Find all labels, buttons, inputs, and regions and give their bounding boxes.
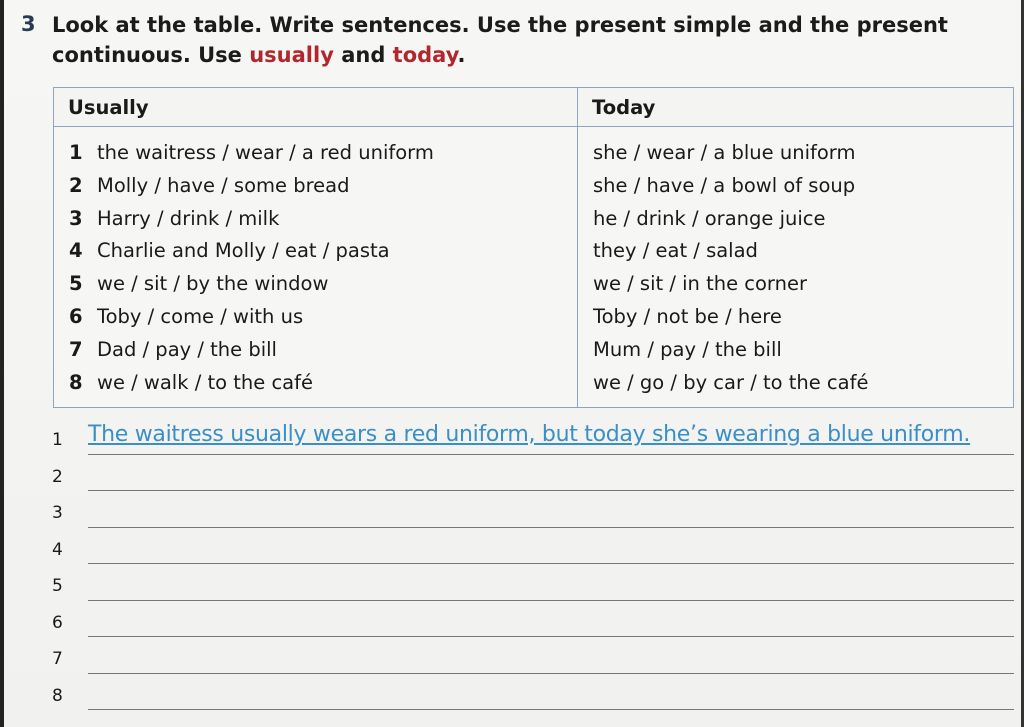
answer-line[interactable]	[52, 674, 1014, 711]
answer-number: 5	[52, 576, 63, 596]
usually-cue: we / walk / to the café	[97, 370, 313, 394]
row-number: 4	[69, 239, 83, 263]
today-cue: Toby / not be / here	[593, 304, 782, 328]
today-cue: we / go / by car / to the café	[593, 370, 869, 394]
table-row	[54, 334, 577, 367]
answer-line[interactable]	[52, 491, 1014, 528]
keyword-usually: usually	[249, 43, 334, 67]
instruction-text: Look at the table. Write sentences. Use the present simple and the present continuous. Use	[52, 13, 948, 67]
usually-cue: Molly / have / some bread	[97, 173, 350, 197]
table-row	[54, 137, 577, 170]
usually-cue: Toby / come / with us	[97, 304, 304, 328]
exercise-number: 3	[21, 12, 36, 36]
answer-line[interactable]	[52, 601, 1014, 638]
answer-number: 6	[52, 612, 63, 633]
instruction-and: and	[333, 43, 393, 67]
answer-line[interactable]	[52, 418, 1014, 455]
answer-line[interactable]	[52, 637, 1014, 674]
answer-line[interactable]	[52, 564, 1014, 601]
row-number: 3	[69, 206, 83, 230]
usually-cue: the waitress / wear / a red uniform	[97, 141, 434, 164]
answer-number: 8	[52, 685, 63, 706]
today-cue: they / eat / salad	[593, 239, 758, 263]
today-column	[578, 127, 1014, 408]
table-row	[54, 301, 577, 334]
handwritten-answer: The waitress usually wears a red uniform, but today she’s wearing a blue uniform.	[88, 422, 971, 447]
table-row	[54, 170, 577, 203]
answer-number: 1	[52, 430, 63, 450]
usually-cue: Harry / drink / milk	[97, 206, 280, 230]
prompt-table	[53, 87, 1014, 408]
answer-line[interactable]	[52, 528, 1014, 565]
answer-lines	[52, 418, 1014, 710]
usually-cue: Dad / pay / the bill	[97, 337, 277, 361]
today-cue: he / drink / orange juice	[593, 206, 826, 230]
header-today: Today	[578, 88, 1014, 127]
header-usually: Usually	[54, 88, 578, 127]
usually-cue: we / sit / by the window	[97, 272, 329, 296]
today-cue: she / wear / a blue uniform	[593, 141, 856, 164]
writing-rule	[88, 709, 1014, 710]
answer-number: 7	[52, 649, 63, 669]
keyword-today: today	[392, 43, 458, 67]
table-row	[54, 203, 577, 236]
answer-number: 2	[52, 466, 63, 487]
today-cue: she / have / a bowl of soup	[593, 173, 856, 197]
today-cue: we / sit / in the corner	[593, 272, 807, 296]
table-row	[54, 367, 577, 400]
page-edge-left	[0, 0, 4, 727]
usually-column	[54, 127, 578, 408]
answer-line[interactable]	[52, 455, 1014, 492]
exercise-instruction	[52, 10, 952, 70]
table-row	[54, 268, 577, 301]
answer-number: 4	[52, 539, 63, 560]
table-row	[54, 235, 577, 268]
instruction-period: .	[457, 43, 466, 67]
answer-number: 3	[52, 503, 63, 523]
row-number: 5	[69, 272, 83, 296]
row-number: 2	[69, 173, 83, 197]
row-number: 1	[69, 141, 83, 164]
row-number: 7	[69, 337, 83, 361]
usually-cue: Charlie and Molly / eat / pasta	[97, 239, 390, 263]
row-number: 8	[69, 370, 83, 394]
today-cue: Mum / pay / the bill	[593, 337, 782, 361]
row-number: 6	[69, 304, 83, 328]
